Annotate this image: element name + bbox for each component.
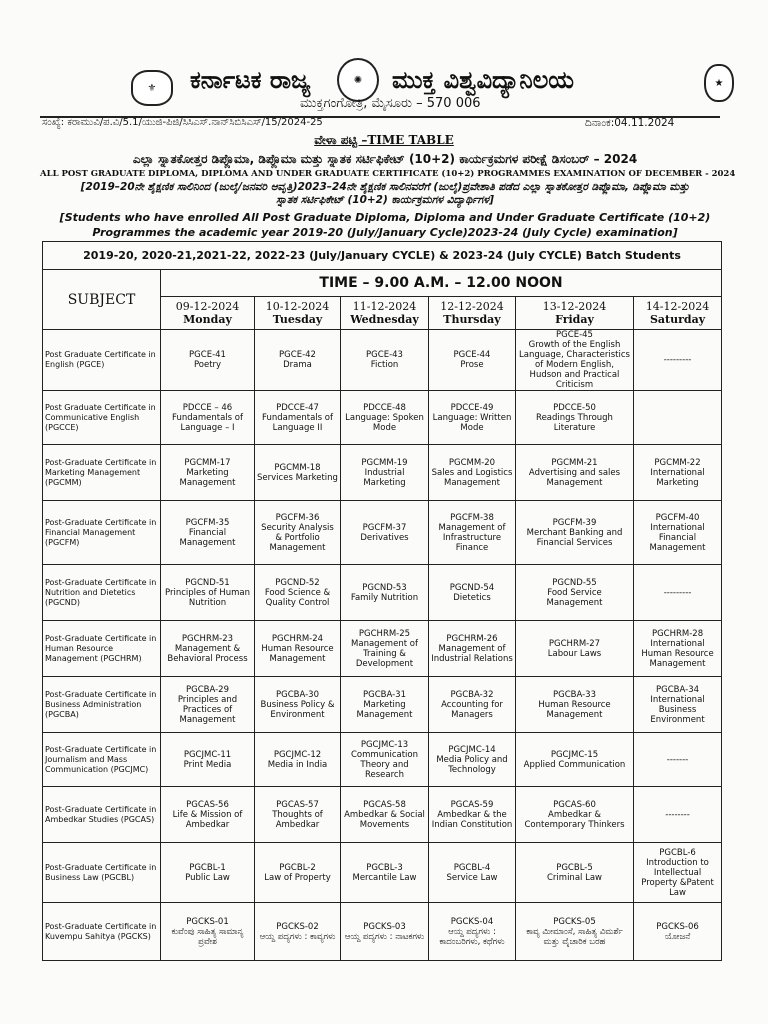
university-name-part1: ಕರ್ನಾಟಕ ರಾಜ್ಯ bbox=[190, 66, 311, 94]
exam-date: 13-12-2024 bbox=[542, 300, 607, 313]
timetable-title: ವೇಳಾ ಪಟ್ಟಿ –TIME TABLE bbox=[314, 133, 454, 147]
university-name-part2: ಮುಕ್ತ ವಿಶ್ವವಿದ್ಯಾನಿಲಯ bbox=[392, 66, 574, 94]
subject-cell: Post-Graduate Certificate in Ambedkar Studies (PGCAS) bbox=[43, 787, 161, 843]
exam-paper-cell: PGCHRM-26 Management of Industrial Relations bbox=[429, 621, 516, 677]
exam-paper-cell: PGCAS-59 Ambedkar & the Indian Constitution bbox=[429, 787, 516, 843]
exam-paper-cell: PGCHRM-23 Management & Behavioral Process bbox=[161, 621, 255, 677]
exam-paper-cell: PGCE-45 Growth of the English Language, Characteristics of Modern English, Hudson and Practical Criticism bbox=[516, 330, 634, 391]
exam-day: Friday bbox=[555, 313, 594, 326]
exam-paper-cell: PGCND-55 Food Service Management bbox=[516, 565, 634, 621]
exam-paper-cell: PGCFM-35 Financial Management bbox=[161, 501, 255, 565]
exam-paper-cell: PGCFM-36 Security Analysis & Portfolio Management bbox=[255, 501, 341, 565]
exam-day: Monday bbox=[183, 313, 232, 326]
exam-paper-cell: PGCJMC-12 Media in India bbox=[255, 733, 341, 787]
exam-paper-cell: PGCBL-1 Public Law bbox=[161, 843, 255, 903]
exam-paper-cell: PDCCE-50 Readings Through Literature bbox=[516, 391, 634, 445]
table-row bbox=[43, 677, 722, 733]
exam-paper-cell: PGCBA-31 Marketing Management bbox=[341, 677, 429, 733]
date-header-0 bbox=[161, 297, 255, 330]
exam-paper-cell: PGCAS-60 Ambedkar & Contemporary Thinkers bbox=[516, 787, 634, 843]
exam-paper-cell: PGCKS-01 ಕುವೆಂಪು ಸಾಹಿತ್ಯ ಸಾಮಾನ್ಯ ಪ್ರವೇಶ bbox=[161, 903, 255, 961]
exam-paper-cell: PGCBL-2 Law of Property bbox=[255, 843, 341, 903]
exam-paper-cell: PGCKS-04 ಆಯ್ದ ಪದ್ಯಗಳು : ಕಾದಂಬರಿಗಳು, ಕಥೆಗಳು bbox=[429, 903, 516, 961]
exam-day: Saturday bbox=[649, 313, 706, 326]
exam-paper-cell: PGCMM-18 Services Marketing bbox=[255, 445, 341, 501]
exam-paper-cell: PGCBA-29 Principles and Practices of Management bbox=[161, 677, 255, 733]
exam-paper-cell: PGCJMC-13 Communication Theory and Research bbox=[341, 733, 429, 787]
exam-time-header: TIME – 9.00 A.M. – 12.00 NOON bbox=[161, 270, 722, 297]
exam-paper-cell: PGCBA-30 Business Policy & Environment bbox=[255, 677, 341, 733]
table-row bbox=[43, 565, 722, 621]
exam-paper-cell: PGCKS-05 ಕಾವ್ಯ ಮೀಮಾಂಸೆ, ಸಾಹಿತ್ಯ ವಿಮರ್ಶೆ ಮತ್ತು ವೈಚಾರಿಕ ಬರಹ bbox=[516, 903, 634, 961]
exam-date: 11-12-2024 bbox=[352, 300, 417, 313]
exam-paper-cell: PGCBL-3 Mercantile Law bbox=[341, 843, 429, 903]
exam-paper-cell: PGCHRM-28 International Human Resource Management bbox=[634, 621, 722, 677]
timetable-body bbox=[43, 330, 722, 961]
exam-paper-cell: PGCND-51 Principles of Human Nutrition bbox=[161, 565, 255, 621]
exam-date: 12-12-2024 bbox=[440, 300, 504, 313]
exam-paper-cell: PGCHRM-24 Human Resource Management bbox=[255, 621, 341, 677]
subject-cell: Post Graduate Certificate in Communicative English (PGCCE) bbox=[43, 391, 161, 445]
exam-paper-cell: PGCND-54 Dietetics bbox=[429, 565, 516, 621]
exam-paper-cell: PGCE-42 Drama bbox=[255, 330, 341, 391]
exam-paper-cell: PGCND-52 Food Science & Quality Control bbox=[255, 565, 341, 621]
exam-paper-cell: PGCE-44 Prose bbox=[429, 330, 516, 391]
document-date: ದಿನಾಂಕ:04.11.2024 bbox=[585, 117, 675, 129]
exam-date: 14-12-2024 bbox=[645, 300, 710, 313]
exam-paper-cell: -------- bbox=[634, 787, 722, 843]
table-row bbox=[43, 391, 722, 445]
subject-cell: Post-Graduate Certificate in Journalism and Mass Communication (PGCJMC) bbox=[43, 733, 161, 787]
exam-paper-cell: PGCMM-22 International Marketing bbox=[634, 445, 722, 501]
kannada-note bbox=[40, 181, 730, 207]
exam-paper-cell bbox=[634, 391, 722, 445]
exam-paper-cell: PGCBA-34 International Business Environment bbox=[634, 677, 722, 733]
subject-cell: Post-Graduate Certificate in Business Administration (PGCBA) bbox=[43, 677, 161, 733]
exam-paper-cell: --------- bbox=[634, 330, 722, 391]
exam-paper-cell: PGCFM-39 Merchant Banking and Financial Services bbox=[516, 501, 634, 565]
exam-day: Wednesday bbox=[350, 313, 419, 326]
exam-paper-cell: PGCBL-4 Service Law bbox=[429, 843, 516, 903]
subject-cell: Post Graduate Certificate in English (PGCE) bbox=[43, 330, 161, 391]
exam-paper-cell: ------- bbox=[634, 733, 722, 787]
exam-paper-cell: PGCFM-40 International Financial Management bbox=[634, 501, 722, 565]
exam-paper-cell: PGCAS-56 Life & Mission of Ambedkar bbox=[161, 787, 255, 843]
subject-cell: Post-Graduate Certificate in Business Law (PGCBL) bbox=[43, 843, 161, 903]
subject-cell: Post-Graduate Certificate in Human Resource Management (PGCHRM) bbox=[43, 621, 161, 677]
kannada-note-line1: [2019–20ನೇ ಶೈಕ್ಷಣಿಕ ಸಾಲಿನಿಂದ (ಜುಲೈ/ಜನವರಿ ಆವೃತ್ತಿ)2023–24ನೇ ಶೈಕ್ಷಣಿಕ ಸಾಲಿನವರೆಗೆ (ಜುಲೈ)ಪ್ರವೇಶಾತಿ ಪಡೆದ ಎಲ್ಲಾ ಸ್ನಾತಕೋತ್ತರ ಡಿಪ್ಲೊಮಾ, ಡಿಪ್ಲೊಮಾ ಮತ್ತು bbox=[80, 181, 690, 193]
naac-badge-logo: ★ bbox=[704, 64, 734, 102]
exam-paper-cell: PGCMM-21 Advertising and sales Management bbox=[516, 445, 634, 501]
exam-paper-cell: PGCAS-57 Thoughts of Ambedkar bbox=[255, 787, 341, 843]
exam-paper-cell: PGCFM-37 Derivatives bbox=[341, 501, 429, 565]
date-header-5 bbox=[634, 297, 722, 330]
table-row bbox=[43, 501, 722, 565]
exam-paper-cell: PGCMM-20 Sales and Logistics Management bbox=[429, 445, 516, 501]
exam-paper-cell: PDCCE-49 Language: Written Mode bbox=[429, 391, 516, 445]
exam-paper-cell: PGCHRM-25 Management of Training & Development bbox=[341, 621, 429, 677]
table-row bbox=[43, 843, 722, 903]
exam-paper-cell: PGCMM-17 Marketing Management bbox=[161, 445, 255, 501]
exam-paper-cell: PGCBA-32 Accounting for Managers bbox=[429, 677, 516, 733]
exam-paper-cell: PGCHRM-27 Labour Laws bbox=[516, 621, 634, 677]
exam-paper-cell: PGCFM-38 Management of Infrastructure Finance bbox=[429, 501, 516, 565]
table-row bbox=[43, 621, 722, 677]
reference-number: ಸಂಖ್ಯೆ: ಕರಾಮುವಿ/ಪ.ವಿ/5.1/ಯುಜಿ-ಪಿಜಿ/ಸಿಸಿಎಸ್.ನಾನ್‌ಸಿಬಿಸಿಎಸ್/15/2024-25 bbox=[42, 117, 323, 128]
table-row bbox=[43, 733, 722, 787]
kannada-note-line2: ಸ್ನಾತಕ ಸರ್ಟಿಫಿಕೇಟ್ (10+2) ಕಾರ್ಯಕ್ರಮಗಳ ವಿದ್ಯಾರ್ಥಿಗಳ] bbox=[276, 194, 494, 206]
exam-paper-cell: PDCCE – 46 Fundamentals of Language – I bbox=[161, 391, 255, 445]
exam-paper-cell: --------- bbox=[634, 565, 722, 621]
exam-paper-cell: PGCND-53 Family Nutrition bbox=[341, 565, 429, 621]
exam-paper-cell: PDCCE-48 Language: Spoken Mode bbox=[341, 391, 429, 445]
subject-cell: Post-Graduate Certificate in Kuvempu Sahitya (PGCKS) bbox=[43, 903, 161, 961]
date-header-2 bbox=[341, 297, 429, 330]
exam-paper-cell: PGCJMC-11 Print Media bbox=[161, 733, 255, 787]
exam-paper-cell: PGCKS-02 ಆಯ್ದ ಪದ್ಯಗಳು : ಕಾವ್ಯಗಳು bbox=[255, 903, 341, 961]
exam-paper-cell: PGCKS-06 ಯೋಜನೆ bbox=[634, 903, 722, 961]
kannada-title: ಎಲ್ಲಾ ಸ್ನಾತಕೋತ್ತರ ಡಿಪ್ಲೊಮಾ, ಡಿಪ್ಲೊಮಾ ಮತ್ತು ಸ್ನಾತಕ ಸರ್ಟಿಫಿಕೇಟ್ (10+2) ಕಾರ್ಯಕ್ರಮಗಳ ಪರೀಕ್ಷೆ ಡಿಸಂಬರ್ – 2024 bbox=[132, 152, 638, 166]
english-title: ALL POST GRADUATE DIPLOMA, DIPLOMA AND UNDER GRADUATE CERTIFICATE (10+2) PROGRAMMES EXAMINATION OF DECEMBER - 2024 bbox=[40, 169, 736, 179]
exam-date: 10-12-2024 bbox=[265, 300, 330, 313]
exam-paper-cell: PGCBL-5 Criminal Law bbox=[516, 843, 634, 903]
university-address: ಮುಕ್ತಗಂಗೋತ್ರಿ, ಮೈಸೂರು – 570 006 bbox=[300, 96, 481, 111]
table-row bbox=[43, 330, 722, 391]
exam-paper-cell: PGCBA-33 Human Resource Management bbox=[516, 677, 634, 733]
batch-header: 2019-20, 2020-21,2021-22, 2022-23 (July/January CYCLE) & 2023-24 (July CYCLE) Batch Students bbox=[43, 242, 722, 270]
exam-paper-cell: PGCJMC-15 Applied Communication bbox=[516, 733, 634, 787]
subject-cell: Post-Graduate Certificate in Financial Management (PGCFM) bbox=[43, 501, 161, 565]
date-header-1 bbox=[255, 297, 341, 330]
subject-column-header: SUBJECT bbox=[43, 270, 161, 330]
exam-paper-cell: PGCE-41 Poetry bbox=[161, 330, 255, 391]
exam-date: 09-12-2024 bbox=[175, 300, 240, 313]
exam-paper-cell: PGCAS-58 Ambedkar & Social Movements bbox=[341, 787, 429, 843]
table-row bbox=[43, 903, 722, 961]
date-header-4 bbox=[516, 297, 634, 330]
subject-cell: Post-Graduate Certificate in Nutrition and Dietetics (PGCND) bbox=[43, 565, 161, 621]
exam-paper-cell: PDCCE-47 Fundamentals of Language II bbox=[255, 391, 341, 445]
exam-paper-cell: PGCKS-03 ಆಯ್ದ ಪದ್ಯಗಳು : ನಾಟಕಗಳು bbox=[341, 903, 429, 961]
exam-paper-cell: PGCMM-19 Industrial Marketing bbox=[341, 445, 429, 501]
table-row bbox=[43, 787, 722, 843]
exam-paper-cell: PGCE-43 Fiction bbox=[341, 330, 429, 391]
english-note: [Students who have enrolled All Post Graduate Diploma, Diploma and Under Graduate Certificate (10+2) Programmes the academic year 2019-20 (July/January Cycle)2023-24 (July Cycle) examination] bbox=[59, 211, 711, 239]
date-header-3 bbox=[429, 297, 516, 330]
subject-cell: Post-Graduate Certificate in Marketing Management (PGCMM) bbox=[43, 445, 161, 501]
university-seal-logo: ✺ bbox=[337, 58, 379, 102]
state-emblem-logo: ⚜ bbox=[131, 70, 173, 106]
table-row bbox=[43, 445, 722, 501]
exam-day: Tuesday bbox=[272, 313, 323, 326]
exam-paper-cell: PGCBL-6 Introduction to Intellectual Property &Patent Law bbox=[634, 843, 722, 903]
timetable-table bbox=[42, 241, 722, 961]
exam-paper-cell: PGCJMC-14 Media Policy and Technology bbox=[429, 733, 516, 787]
exam-day: Thursday bbox=[443, 313, 501, 326]
